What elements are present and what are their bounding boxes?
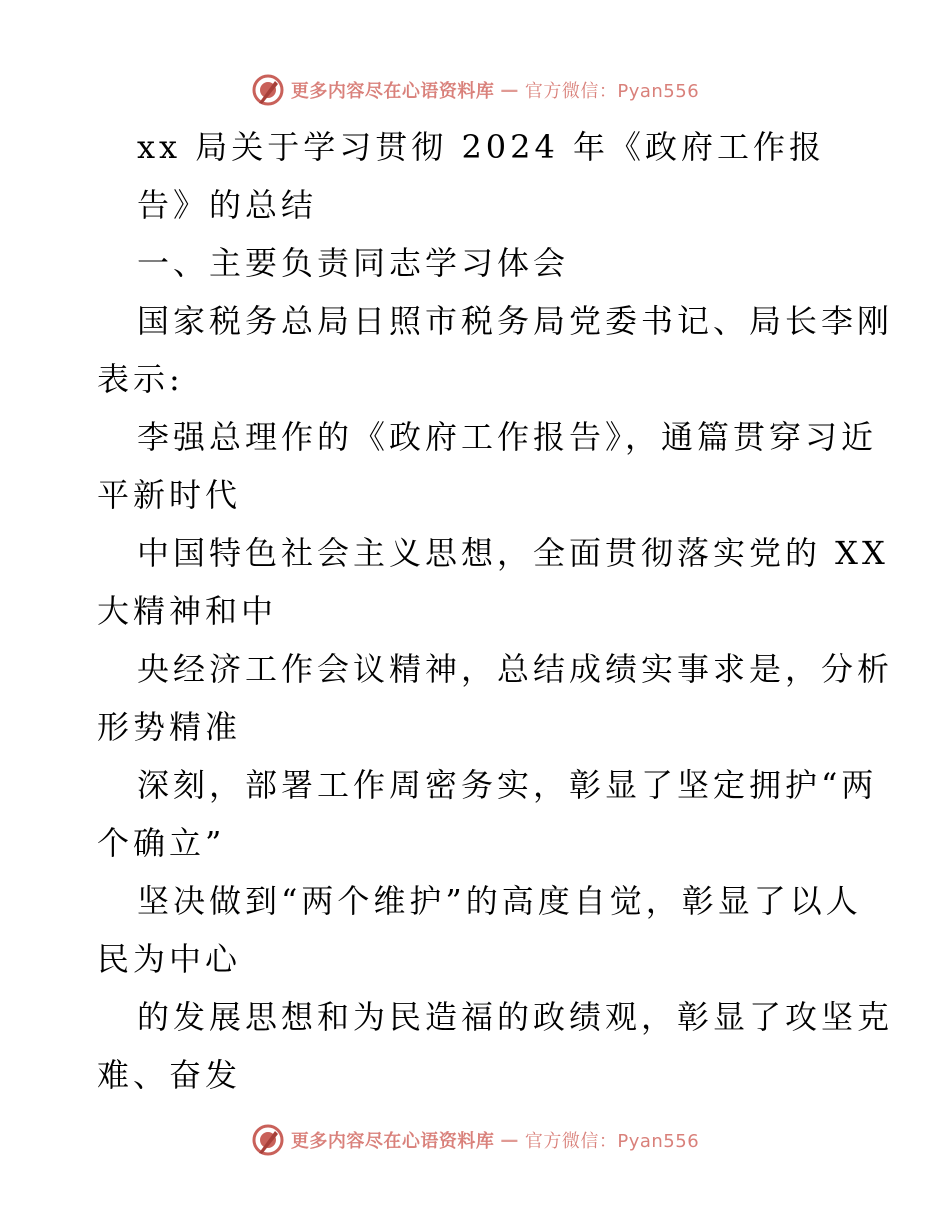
body-paragraphs: [97, 292, 894, 1104]
watermark-dash: —: [500, 1129, 519, 1151]
body-line: 难、奋发: [97, 1056, 242, 1094]
document-title-line-2: 告》的总结: [137, 186, 318, 224]
body-line: 坚决做到“两个维护”的高度自觉，彰显了以人: [137, 882, 862, 920]
body-line: 表示:: [97, 360, 184, 398]
body-line: 深刻，部署工作周密务实，彰显了坚定拥护“两: [137, 766, 878, 804]
watermark-main-text: 更多内容尽在心语资料库: [290, 1131, 495, 1152]
watermark-main-text: 更多内容尽在心语资料库: [290, 81, 495, 102]
header-watermark: [0, 70, 950, 110]
body-line: 民为中心: [97, 940, 242, 978]
body-line: 李强总理作的《政府工作报告》，通篇贯穿习近: [137, 418, 878, 456]
body-line: 的发展思想和为民造福的政绩观，彰显了攻坚克: [137, 998, 894, 1036]
body-line: 央经济工作会议精神，总结成绩实事求是，分析: [137, 650, 894, 688]
document-body: [97, 118, 894, 1104]
quill-seal-icon: [251, 73, 285, 107]
document-title-line-1: xx 局关于学习贯彻 2024 年《政府工作报: [137, 128, 826, 166]
footer-watermark: [0, 1120, 950, 1160]
body-line: 大精神和中: [97, 592, 278, 630]
body-line: 中国特色社会主义思想，全面贯彻落实党的 XX: [137, 534, 889, 572]
section-heading: 一、主要负责同志学习体会: [137, 244, 570, 282]
watermark-sub-text: 官方微信：Pyan556: [524, 81, 700, 102]
quill-seal-icon: [251, 1123, 285, 1157]
watermark-dash: —: [500, 79, 519, 101]
body-line: 个确立”: [97, 824, 226, 862]
body-line: 国家税务总局日照市税务局党委书记、局长李刚: [137, 302, 894, 340]
watermark-sub-text: 官方微信：Pyan556: [524, 1131, 700, 1152]
body-line: 平新时代: [97, 476, 242, 514]
body-line: 形势精准: [97, 708, 242, 746]
